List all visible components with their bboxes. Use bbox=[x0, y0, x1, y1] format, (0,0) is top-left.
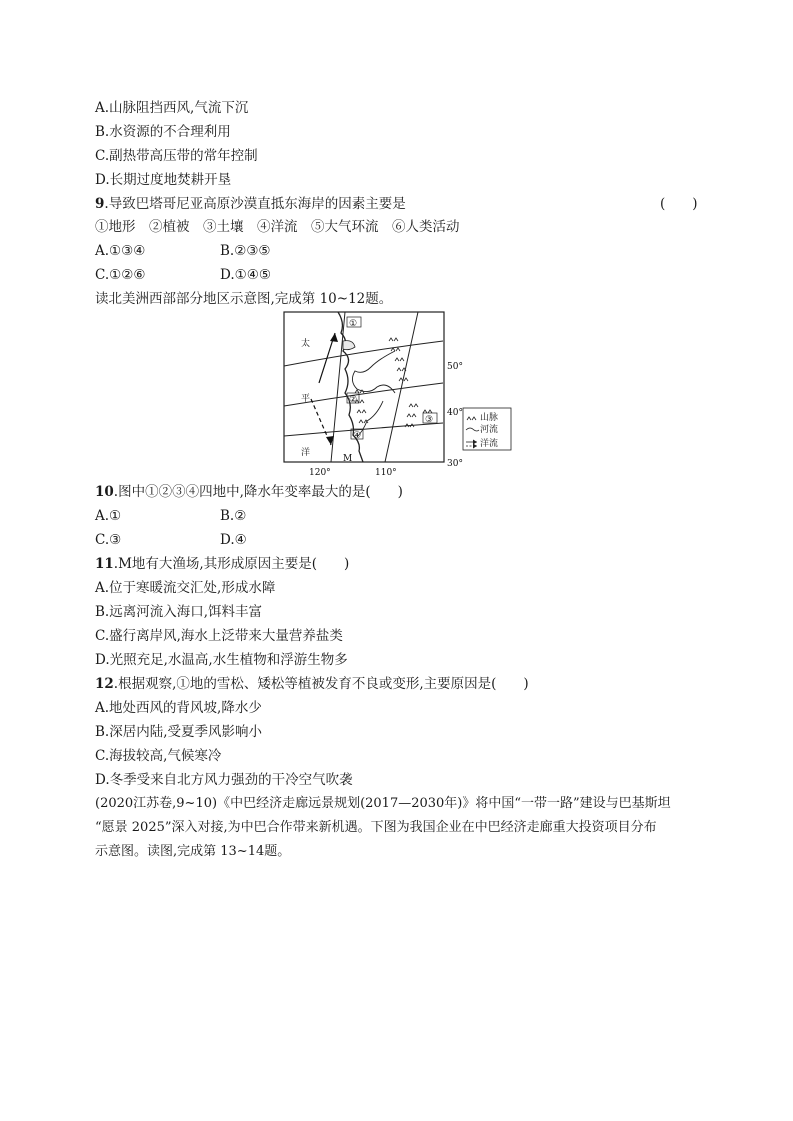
q11-option-c: C.盛行离岸风,海水上泛带来大量营养盐类 bbox=[95, 628, 343, 644]
q9-option-c: C.①②⑥ bbox=[95, 267, 146, 283]
question-number: 11 bbox=[95, 556, 114, 572]
lat-label-40: 40° bbox=[447, 408, 463, 418]
answer-blank: ( ) bbox=[660, 196, 698, 212]
q10-option-d: D.④ bbox=[220, 532, 247, 548]
ocean-label: 太 bbox=[301, 339, 311, 349]
q9-stem-line bbox=[95, 195, 406, 213]
legend-mountain: 山脉 bbox=[480, 413, 499, 423]
q8-option-b: B.水资源的不合理利用 bbox=[95, 124, 231, 140]
north-america-west-map bbox=[283, 311, 513, 479]
q12-stem-line bbox=[95, 675, 529, 693]
ocean-label: 洋 bbox=[301, 448, 311, 458]
intro-13-14-line1: (2020江苏卷,9~10)《中巴经济走廊远景规划(2017—2030年)》将中国“一带一路”建设与巴基斯坦 bbox=[95, 796, 671, 811]
question-stem: .根据观察,①地的雪松、矮松等植被发育不良或变形,主要原因是( ) bbox=[113, 676, 529, 692]
q12-option-a: A.地处西风的背风坡,降水少 bbox=[95, 700, 262, 716]
q10-option-c: C.③ bbox=[95, 532, 122, 548]
q8-option-d: D.长期过度地焚耕开垦 bbox=[95, 172, 232, 188]
q12-option-d: D.冬季受来自北方风力强劲的干冷空气吹袭 bbox=[95, 772, 353, 788]
q8-option-c: C.副热带高压带的常年控制 bbox=[95, 148, 258, 164]
q11-option-a: A.位于寒暖流交汇处,形成水障 bbox=[95, 580, 276, 596]
intro-13-14-line3: 示意图。读图,完成第 13~14题。 bbox=[95, 844, 291, 859]
lat-label-30: 30° bbox=[447, 459, 463, 469]
intro-13-14-line2: “愿景 2025”深入对接,为中巴合作带来新机遇。下图为我国企业在中巴经济走廊重大投资项目分布 bbox=[95, 820, 657, 835]
question-number: 10 bbox=[95, 484, 114, 500]
q11-option-d: D.光照充足,水温高,水生植物和浮游生物多 bbox=[95, 652, 348, 668]
point-label-1: ① bbox=[349, 319, 358, 329]
intro-10-12: 读北美洲西部部分地区示意图,完成第 10~12题。 bbox=[95, 291, 393, 307]
point-label-m: M bbox=[343, 454, 353, 464]
point-label-4: ④ bbox=[353, 431, 362, 441]
q10-option-b: B.② bbox=[220, 508, 247, 524]
q12-option-c: C.海拔较高,气候寒冷 bbox=[95, 748, 222, 764]
question-stem: .M地有大渔场,其形成原因主要是( ) bbox=[113, 556, 350, 572]
lat-label-50: 50° bbox=[447, 362, 463, 372]
question-stem: .导致巴塔哥尼亚高原沙漠直抵东海岸的因素主要是 bbox=[104, 196, 406, 212]
point-label-2: ② bbox=[349, 395, 358, 405]
lon-label-110: 110° bbox=[375, 468, 397, 478]
map-frame bbox=[284, 312, 444, 462]
legend-river: 河流 bbox=[480, 425, 499, 435]
q10-stem-line bbox=[95, 483, 403, 501]
q11-stem-line bbox=[95, 555, 349, 573]
map-legend bbox=[463, 408, 511, 450]
question-number: 12 bbox=[95, 676, 114, 692]
q8-option-a: A.山脉阻挡西风,气流下沉 bbox=[95, 100, 249, 116]
q9-option-b: B.②③⑤ bbox=[220, 243, 271, 259]
legend-current: 洋流 bbox=[480, 439, 499, 449]
question-number: 9 bbox=[95, 196, 105, 212]
q9-option-a: A.①③④ bbox=[95, 243, 146, 259]
lon-label-120: 120° bbox=[309, 468, 331, 478]
point-label-3: ③ bbox=[425, 415, 434, 425]
q11-option-b: B.远离河流入海口,饵料丰富 bbox=[95, 604, 263, 620]
q10-option-a: A.① bbox=[95, 508, 122, 524]
question-stem: .图中①②③④四地中,降水年变率最大的是( ) bbox=[113, 484, 403, 500]
q9-option-d: D.①④⑤ bbox=[220, 267, 271, 283]
ocean-label: 平 bbox=[301, 394, 311, 404]
q12-option-b: B.深居内陆,受夏季风影响小 bbox=[95, 724, 263, 740]
q9-factors: ①地形 ②植被 ③土壤 ④洋流 ⑤大气环流 ⑥人类活动 bbox=[95, 219, 460, 235]
